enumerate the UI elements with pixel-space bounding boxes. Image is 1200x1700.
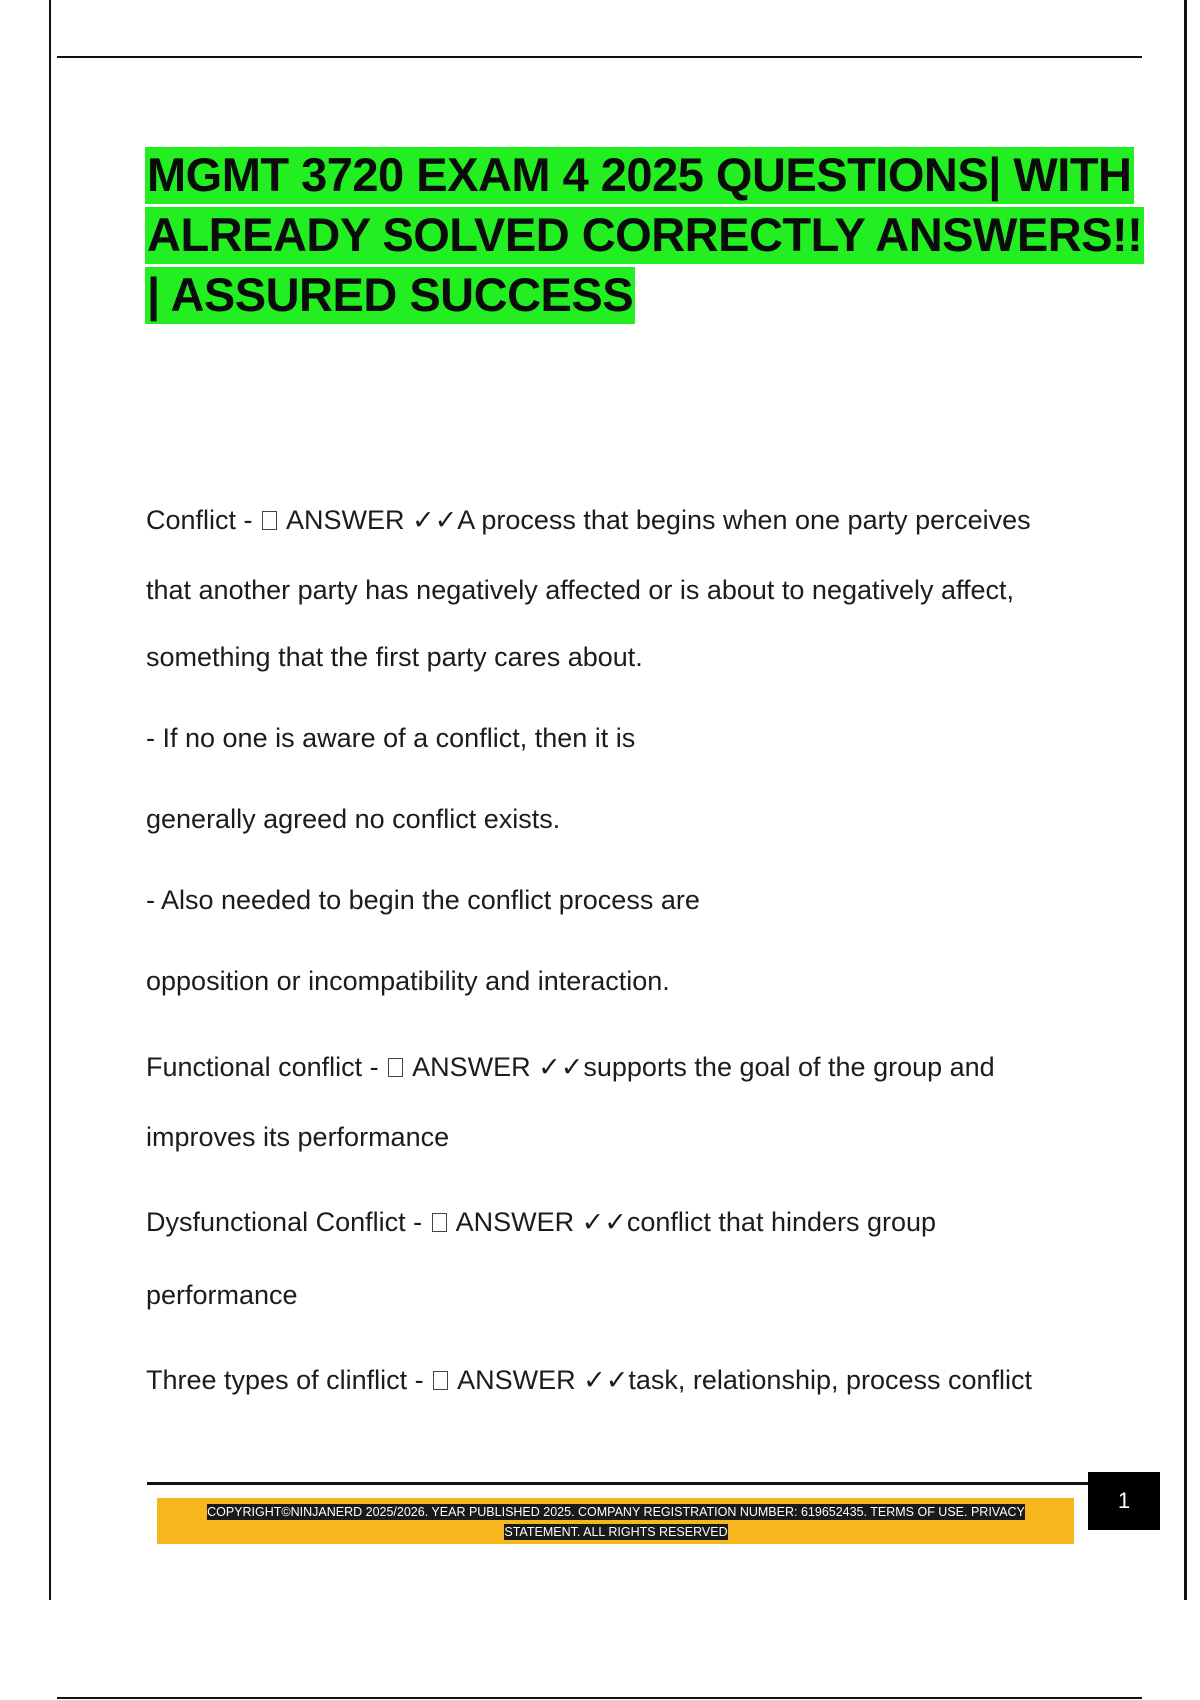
document-title-text: MGMT 3720 EXAM 4 2025 QUESTIONS| WITH ALREADY SOLVED CORRECTLY ANSWERS!! | ASSURED SUCCESS <box>145 147 1144 324</box>
missing-glyph-icon <box>433 1371 448 1390</box>
entry-term: Functional conflict - <box>146 1052 387 1082</box>
entry-conflict-line-3: something that the first party cares about. <box>146 642 643 672</box>
missing-glyph-icon <box>388 1058 403 1077</box>
page-number: 1 <box>1088 1472 1160 1530</box>
missing-glyph-icon <box>262 511 277 530</box>
missing-glyph-icon <box>432 1213 447 1232</box>
entry-three-types-line-1 <box>146 1364 1032 1396</box>
entry-dysfunctional-line-2: performance <box>146 1280 298 1310</box>
header-rule <box>57 56 1142 58</box>
entry-conflict-line-5: generally agreed no conflict exists. <box>146 804 561 834</box>
entry-functional-line-2: improves its performance <box>146 1122 450 1152</box>
entry-term: Conflict - <box>146 505 261 535</box>
entry-conflict-line-7: opposition or incompatibility and interaction. <box>146 966 670 996</box>
footer-rule <box>147 1482 1089 1485</box>
entry-conflict-line-6: - Also needed to begin the conflict process are <box>146 885 700 915</box>
entry-answer: ANSWER ✓✓task, relationship, process conflict <box>451 1365 1033 1395</box>
entry-conflict-line-2: that another party has negatively affected or is about to negatively affect, <box>146 575 1015 605</box>
entry-dysfunctional-line-1 <box>146 1206 936 1238</box>
entry-functional-line-1 <box>146 1051 995 1083</box>
footer-copyright <box>170 1502 1062 1542</box>
page-left-border <box>49 0 51 1600</box>
page-right-border <box>1184 0 1187 1600</box>
next-page-rule <box>57 1697 1142 1699</box>
footer-copyright-text: COPYRIGHT©NINJANERD 2025/2026. YEAR PUBLISHED 2025. COMPANY REGISTRATION NUMBER: 619652435. TERMS OF USE. PRIVACY STATEMENT. ALL RIGHTS RESERVED <box>207 1505 1025 1539</box>
entry-answer: ANSWER ✓✓conflict that hinders group <box>449 1207 937 1237</box>
entry-answer: ANSWER ✓✓A process that begins when one party perceives <box>280 505 1031 535</box>
entry-answer: ANSWER ✓✓supports the goal of the group and <box>406 1052 995 1082</box>
entry-term: Dysfunctional Conflict - <box>146 1207 430 1237</box>
entry-conflict-line-4: - If no one is aware of a conflict, then it is <box>146 723 636 753</box>
document-title <box>145 145 1145 325</box>
entry-term: Three types of clinflict - <box>146 1365 432 1395</box>
entry-conflict-line-1 <box>146 504 1031 536</box>
